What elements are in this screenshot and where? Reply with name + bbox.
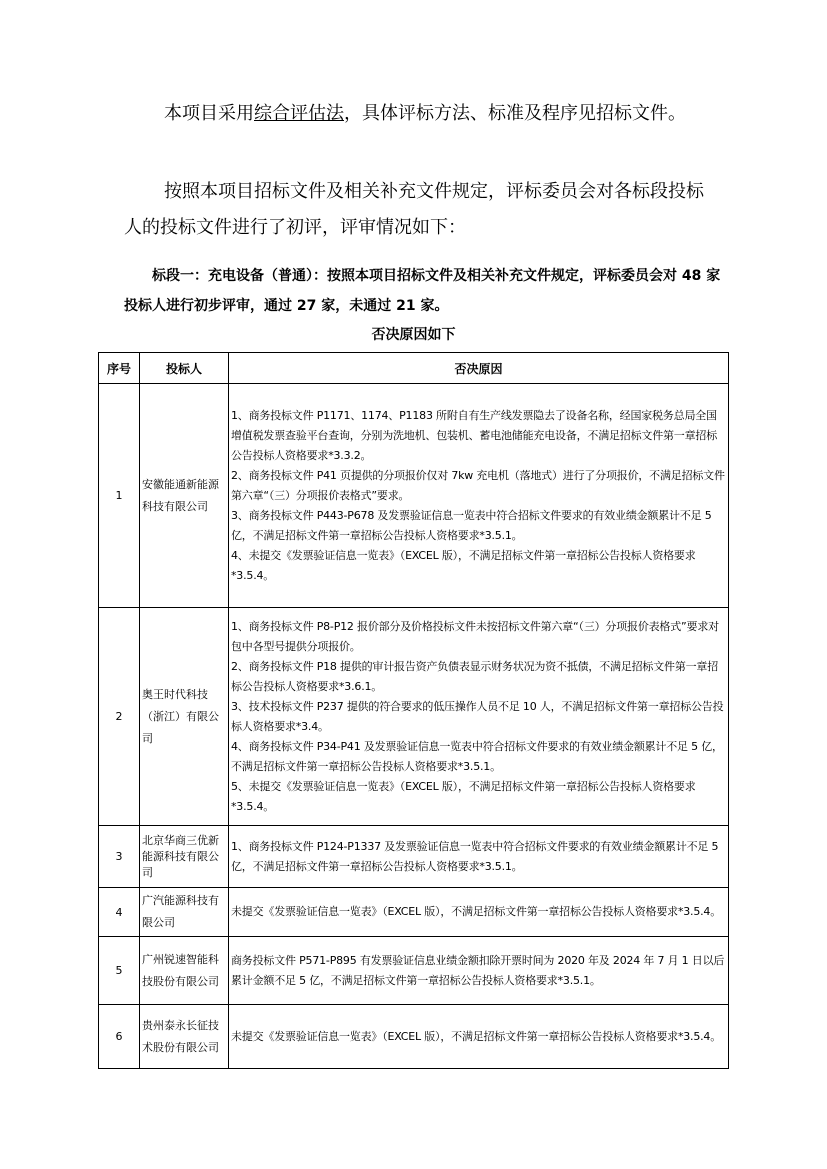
row-reason [229, 888, 729, 937]
header-reason: 否决原因 [229, 353, 729, 384]
row-bidder: 贵州泰永长征技术股份有限公司 [140, 1005, 229, 1069]
row-no: 1 [99, 384, 140, 608]
table-row [99, 1005, 729, 1069]
table-row [99, 608, 729, 826]
row-no: 6 [99, 1005, 140, 1069]
row-bidder: 安徽能通新能源科技有限公司 [140, 384, 229, 608]
reason-line: 5、未提交《发票验证信息一览表》（EXCEL 版），不满足招标文件第一章招标公告投标人资格要求*3.5.4。 [231, 779, 696, 813]
intro-p1-suffix: ，具体评标方法、标准及程序见招标文件。 [344, 103, 686, 124]
row-bidder: 广汽能源科技有限公司 [140, 888, 229, 937]
row-no: 2 [99, 608, 140, 826]
reason-line: 商务投标文件 P571-P895 有发票验证信息业绩金额扣除开票时间为 2020 年及 2024 年 7 月 1 日以后累计金额不足 5 亿，不满足招标文件第一章招标公告投标人资格要求*3.5.1。 [231, 953, 725, 987]
table-row [99, 384, 729, 608]
reason-line: 2、商务投标文件 P41 页提供的分项报价仅对 7kw 充电机（落地式）进行了分项报价，不满足招标文件第六章“（三）分项报价表格式”要求。 [231, 468, 725, 502]
intro-paragraph-method [124, 96, 704, 132]
section-summary: 标段一：充电设备（普通）：按照本项目招标文件及相关补充文件规定，评标委员会对 48 家投标人进行初步评审，通过 27 家，未通过 21 家。 [124, 268, 721, 314]
intro-p1-prefix: 本项目采用 [164, 103, 254, 124]
reason-line: 3、技术投标文件 P237 提供的符合要求的低压操作人员不足 10 人，不满足招标文件第一章招标公告投标人资格要求*3.4。 [231, 699, 724, 733]
reason-line: 1、商务投标文件 P1171、1174、P1183 所附自有生产线发票隐去了设备名称，经国家税务总局全国增值税发票查验平台查询，分别为洗地机、包装机、蓄电池储能充电设备，不满足招标文件第一章招标公告投标人资格要求*3.3.2。 [231, 408, 717, 462]
row-reason [229, 384, 729, 608]
row-no: 4 [99, 888, 140, 937]
table-caption: 否决原因如下 [371, 327, 456, 343]
table-row [99, 826, 729, 888]
table-row [99, 937, 729, 1005]
row-bidder: 广州锐速智能科技股份有限公司 [140, 937, 229, 1005]
reason-line: 3、商务投标文件 P443-P678 及发票验证信息一览表中符合招标文件要求的有效业绩金额累计不足 5 亿，不满足招标文件第一章招标公告投标人资格要求*3.5.1。 [231, 508, 712, 542]
header-no: 序号 [99, 353, 140, 384]
row-no: 3 [99, 826, 140, 888]
reason-line: 2、商务投标文件 P18 提供的审计报告资产负债表显示财务状况为资不抵债，不满足招标文件第一章招标公告投标人资格要求*3.6.1。 [231, 659, 719, 693]
row-bidder: 北京华商三优新能源科技有限公司 [140, 826, 229, 888]
row-reason [229, 826, 729, 888]
row-bidder: 奥王时代科技（浙江）有限公司 [140, 608, 229, 826]
reason-line: 4、商务投标文件 P34-P41 及发票验证信息一览表中符合招标文件要求的有效业绩金额累计不足 5 亿，不满足招标文件第一章招标公告投标人资格要求*3.5.1。 [231, 739, 723, 773]
intro-paragraph-review: 按照本项目招标文件及相关补充文件规定，评标委员会对各标段投标人的投标文件进行了初评，评审情况如下： [124, 181, 704, 238]
table-row [99, 888, 729, 937]
row-reason [229, 937, 729, 1005]
reason-line: 1、商务投标文件 P124-P1337 及发票验证信息一览表中符合招标文件要求的有效业绩金额累计不足 5 亿，不满足招标文件第一章招标公告投标人资格要求*3.5.1。 [231, 839, 719, 873]
reason-line: 未提交《发票验证信息一览表》（EXCEL 版），不满足招标文件第一章招标公告投标人资格要求*3.5.4。 [231, 905, 722, 918]
evaluation-method: 综合评估法 [254, 103, 344, 124]
header-bidder: 投标人 [140, 353, 229, 384]
row-reason [229, 608, 729, 826]
reason-line: 4、未提交《发票验证信息一览表》（EXCEL 版），不满足招标文件第一章招标公告投标人资格要求*3.5.4。 [231, 548, 696, 582]
row-reason [229, 1005, 729, 1069]
row-no: 5 [99, 937, 140, 1005]
reason-line: 未提交《发票验证信息一览表》（EXCEL 版），不满足招标文件第一章招标公告投标人资格要求*3.5.4。 [231, 1029, 722, 1043]
table-header-row [99, 353, 729, 384]
rejection-table [98, 352, 729, 1069]
reason-line: 1、商务投标文件 P8-P12 报价部分及价格投标文件未按招标文件第六章“（三）分项报价表格式”要求对包中各型号提供分项报价。 [231, 619, 719, 653]
